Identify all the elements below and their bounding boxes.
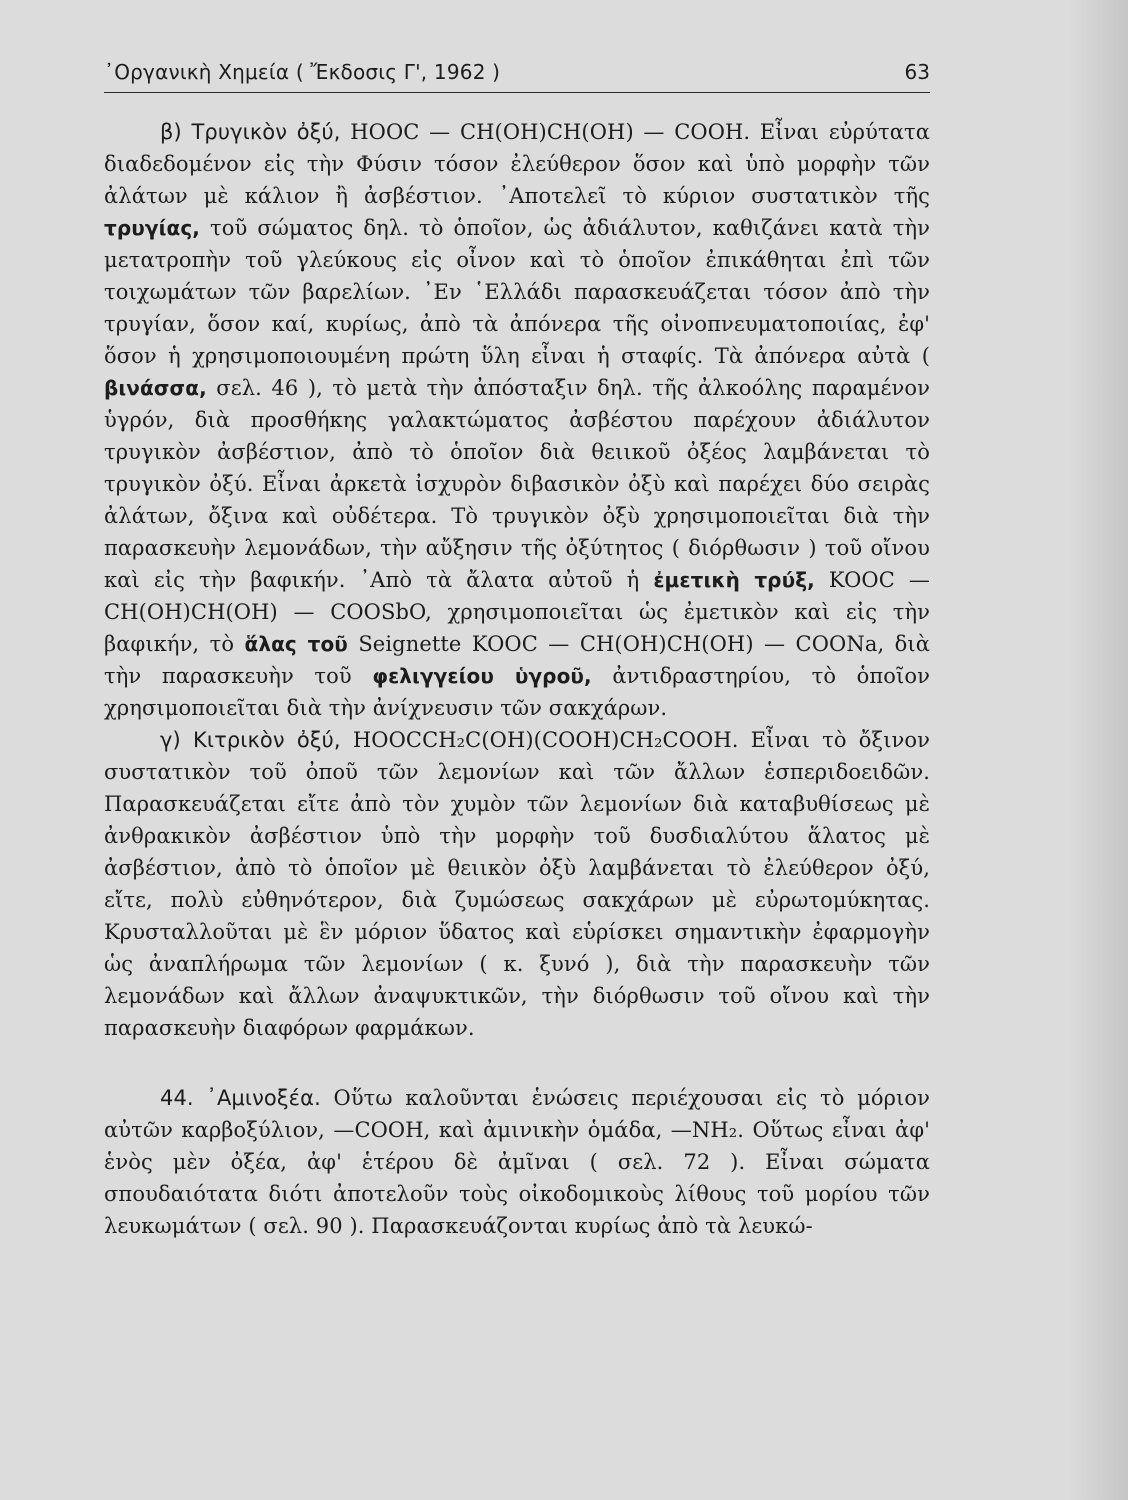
- item-label: β) Τρυγικὸν ὀξύ,: [160, 120, 351, 144]
- text-run: τοῦ σώματος δηλ. τὸ ὁποῖον, ὡς ἀδιάλυτον, καθιζάνει κατὰ τὴν μετατροπὴν τοῦ γλεύκους εἰς οἶνον καὶ τὸ ὁποῖον ἐπικάθηται ἐπὶ τῶν τοιχωμάτων τῶν βαρελίων. ᾿Εν ῾Ελλάδι παρασκευάζεται τόσον ἀπὸ τὴν τρυγίαν, ὅσον καί, κυρίως, ἀπὸ τὰ ἀπόνερα τῆς οἰνοπνευματοποιίας, ἐφ' ὅσον ἡ χρησιμοποιουμένη πρώτη ὕλη εἶναι ἡ σταφίς. Τὰ ἀπόνερα αὐτὰ (: [104, 216, 930, 368]
- text-run: σελ. 46 ), τὸ μετὰ τὴν ἀπόσταξιν δηλ. τῆς ἀλκοόλης παραμένον ὑγρόν, διὰ προσθήκης γαλακτώματος ἀσβέστου παρέχουν ἀδιάλυτον τρυγικὸν ἀσβέστιον, ἀπὸ τὸ ὁποῖον διὰ θειικοῦ ὀξέος λαμβάνεται τὸ τρυγικὸν ὀξύ. Εἶναι ἀρκετὰ ἰσχυρὸν διβασικὸν ὀξὺ καὶ παρέχει δύο σειρὰς ἀλάτων, ὄξινα καὶ οὐδέτερα. Τὸ τρυγικὸν ὀξὺ χρησιμοποιεῖται διὰ τὴν παρασκευὴν λεμονάδων, τὴν αὔξησιν τῆς ὀξύτητος ( διόρθωσιν ) τοῦ οἴνου καὶ εἰς τὴν βαφικήν. ᾿Απὸ τὰ ἄλατα αὐτοῦ ἡ: [104, 376, 930, 592]
- section-gap: [104, 1044, 930, 1082]
- bold-term: ἐμετικὴ τρύξ,: [653, 568, 815, 592]
- bold-term: τρυγίας,: [104, 216, 200, 240]
- text-run: Seignette KOOC — CH(OH)CH(OH) — COONa, διὰ τὴν παρασκευὴν τοῦ: [104, 632, 930, 688]
- chemical-formula: HOOC — CH(OH)CH(OH) — COOH.: [350, 120, 751, 144]
- text-run: ἀντιδραστηρίου, τὸ ὁποῖον χρησιμοποιεῖται διὰ τὴν ἀνίχνευσιν τῶν σακχάρων.: [104, 664, 930, 720]
- body-text: [104, 116, 930, 1242]
- text-run: Εἶναι τὸ ὄξινον συστατικὸν τοῦ ὀποῦ τῶν λεμονίων καὶ τῶν ἄλλων ἑσπεριδοειδῶν. Παρασκευάζεται εἴτε ἀπὸ τὸν χυμὸν τῶν λεμονίων διὰ καταβυθίσεως μὲ ἀνθρακικὸν ἀσβέστιον ὑπὸ τὴν μορφὴν τοῦ δυσδιαλύτου ἅλατος μὲ ἀσβέστιον, ἀπὸ τὸ ὁποῖον μὲ θειικὸν ὀξὺ λαμβάνεται τὸ ἐλεύθερον ὀξύ, εἴτε, πολὺ εὐθηνότερον, διὰ ζυμώσεως σακχάρων μὲ εὐρωτομύκητας. Κρυσταλλοῦται μὲ ἓν μόριον ὕδατος καὶ εὑρίσκει σημαντικὴν ἐφαρμογὴν ὡς ἀναπλήρωμα τῶν λεμονίων ( κ. ξυνό ), διὰ τὴν παρασκευὴν τῶν λεμονάδων καὶ ἄλλων ἀναψυκτικῶν, τὴν διόρθωσιν τοῦ οἴνου καὶ τὴν παρασκευὴν διαφόρων φαρμάκων.: [104, 728, 930, 1040]
- running-header: [104, 58, 930, 93]
- page-edge-shadow: [1068, 0, 1128, 1500]
- paragraph-amino-acids: [104, 1082, 930, 1242]
- text-run: Εἶναι εὐρύτατα διαδεδομένον εἰς τὴν Φύσιν τόσον ἐλεύθερον ὅσον καὶ ὑπὸ μορφὴν τῶν ἀλάτων μὲ κάλιον ἢ ἀσβέστιον. ᾿Αποτελεῖ τὸ κύριον συστατικὸν τῆς: [104, 120, 930, 208]
- header-title: ᾿Οργανικὴ Χημεία ( Ἔκδοσις Γ', 1962 ): [104, 60, 501, 84]
- bold-term: βινάσσα,: [104, 376, 207, 400]
- page-number: 63: [904, 60, 930, 84]
- chemical-formula: HOOCCH₂C(OH)(COOH)CH₂COOH.: [352, 728, 739, 752]
- item-label: γ) Κιτρικὸν ὀξύ,: [160, 728, 353, 752]
- paragraph-citric-acid: [104, 724, 930, 1044]
- section-heading: 44. ᾿Αμινοξέα.: [160, 1086, 321, 1110]
- bold-term: φελιγγείου ὑγροῦ,: [372, 664, 592, 688]
- paragraph-tartaric-acid: [104, 116, 930, 724]
- text-run: Οὕτω καλοῦνται ἑνώσεις περιέχουσαι εἰς τὸ μόριον αὐτῶν καρβοξύλιον, —COOH, καὶ ἀμινικὴν ὁμάδα, —NH₂. Οὕτως εἶναι ἀφ' ἑνὸς μὲν ὀξέα, ἀφ' ἑτέρου δὲ ἀμῖναι ( σελ. 72 ). Εἶναι σώματα σπουδαιότατα διότι ἀποτελοῦν τοὺς οἰκοδομικοὺς λίθους τοῦ μορίου τῶν λευκωμάτων ( σελ. 90 ). Παρασκευάζονται κυρίως ἀπὸ τὰ λευκώ-: [104, 1086, 930, 1238]
- bold-term: ἅλας τοῦ: [244, 632, 348, 656]
- text-run: KOOC — CH(OH)CH(OH) — COOSbO, χρησιμοποιεῖται ὡς ἐμετικὸν καὶ εἰς τὴν βαφικήν, τὸ: [104, 568, 930, 656]
